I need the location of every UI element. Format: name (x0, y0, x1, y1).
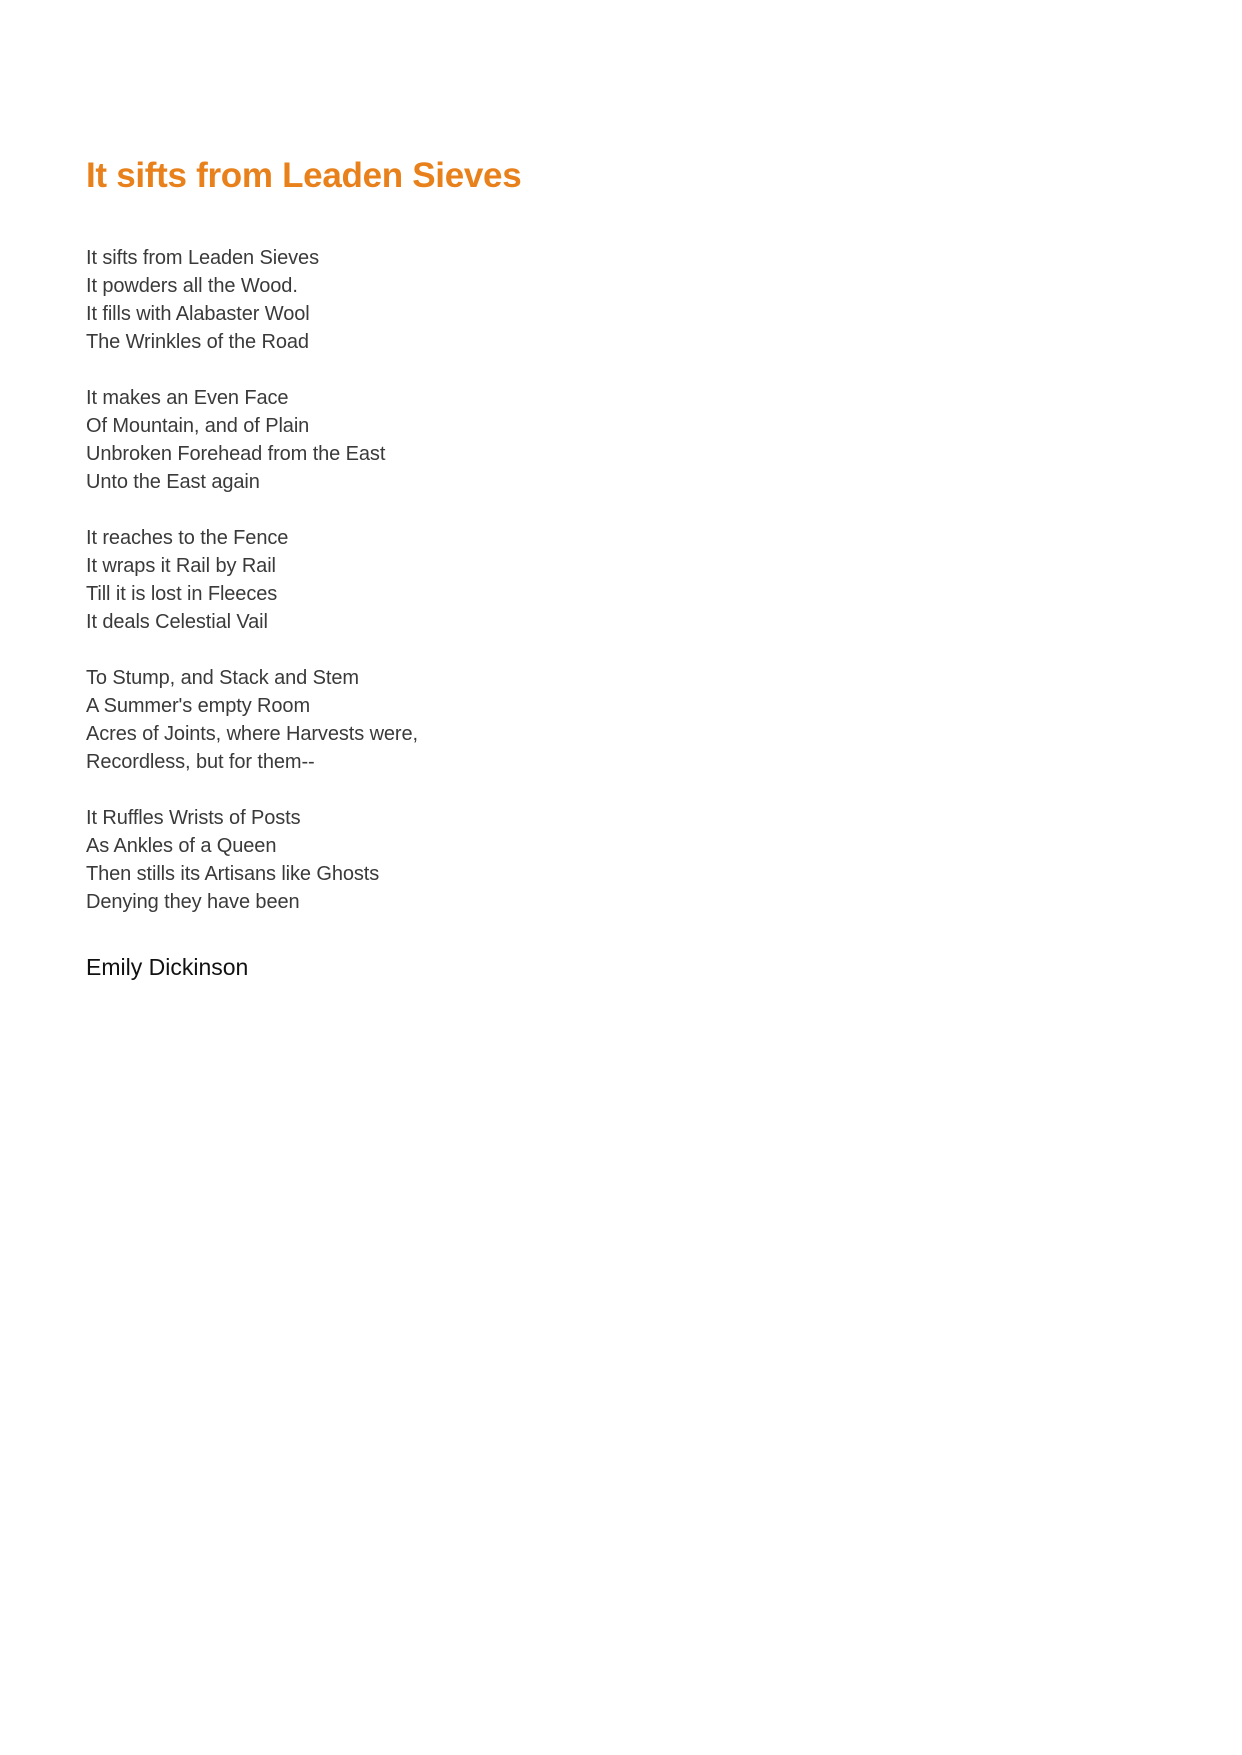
poem-line: Acres of Joints, where Harvests were, (86, 723, 418, 745)
poem-line: Unto the East again (86, 471, 260, 493)
stanza-3 (86, 524, 418, 636)
poem-line: Recordless, but for them-- (86, 751, 315, 773)
poem-line: It sifts from Leaden Sieves (86, 247, 319, 269)
stanza-4 (86, 664, 418, 776)
poem-line: Of Mountain, and of Plain (86, 415, 310, 437)
poem-line: It powders all the Wood. (86, 275, 298, 297)
poem-line: Till it is lost in Fleeces (86, 583, 278, 605)
poem-line: To Stump, and Stack and Stem (86, 667, 359, 689)
poem-line: Then stills its Artisans like Ghosts (86, 863, 380, 885)
poem-line: It Ruffles Wrists of Posts (86, 807, 301, 829)
poem-line: A Summer's empty Room (86, 695, 311, 717)
poem-line: Unbroken Forehead from the East (86, 443, 386, 465)
poem-line: It deals Celestial Vail (86, 611, 268, 633)
stanza-5 (86, 804, 418, 916)
author-name: Emily Dickinson (86, 954, 249, 980)
poem-line: It makes an Even Face (86, 387, 289, 409)
poem-body (86, 244, 418, 944)
poem-line: It reaches to the Fence (86, 527, 289, 549)
stanza-2 (86, 384, 418, 496)
poem-line: Denying they have been (86, 891, 300, 913)
poem-line: It wraps it Rail by Rail (86, 555, 276, 577)
stanza-1 (86, 244, 418, 356)
poem-line: As Ankles of a Queen (86, 835, 277, 857)
poem-title: It sifts from Leaden Sieves (86, 156, 522, 195)
poem-line: It fills with Alabaster Wool (86, 303, 310, 325)
poem-line: The Wrinkles of the Road (86, 331, 309, 353)
